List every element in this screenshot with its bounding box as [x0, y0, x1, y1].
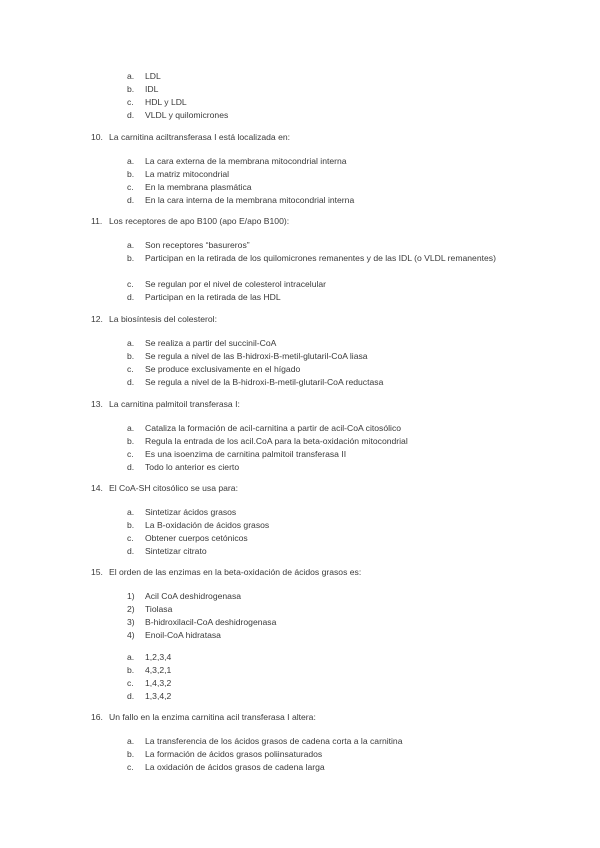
option-text: Participan en la retirada de los quilomicrones remanentes y de las IDL (o VLDL remanentes) [145, 253, 496, 263]
option-text: Se regulan por el nivel de colesterol intracelular [145, 279, 327, 289]
option-marker: d. [127, 462, 135, 472]
question [91, 215, 289, 228]
list-item [127, 155, 347, 168]
list-item [127, 278, 326, 291]
list-item [127, 337, 276, 350]
question-text: El CoA-SH citosólico se usa para: [109, 483, 238, 493]
option-text: Obtener cuerpos cetónicos [145, 533, 248, 543]
list-item [127, 761, 325, 774]
list-item [127, 519, 269, 532]
option-text: LDL [145, 71, 161, 81]
option-marker: d. [127, 377, 135, 387]
list-item [127, 590, 241, 603]
option-text: Participan en la retirada de las HDL [145, 292, 281, 302]
list-item [127, 435, 408, 448]
question-number: 15. [91, 567, 103, 577]
option-text: Regula la entrada de los acil.CoA para la beta-oxidación mitocondrial [145, 436, 408, 446]
step-text: Acil CoA deshidrogenasa [145, 591, 242, 601]
option-text: 1,2,3,4 [145, 652, 172, 662]
option-text: La transferencia de los ácidos grasos de cadena corta a la carnitina [145, 736, 403, 746]
list-item [127, 651, 171, 664]
question-text: Los receptores de apo B100 (apo E/apo B100): [109, 216, 290, 226]
option-marker: c. [127, 762, 134, 772]
option-text: 4,3,2,1 [145, 665, 172, 675]
list-item [127, 70, 161, 83]
option-marker: d. [127, 110, 135, 120]
list-item [127, 181, 252, 194]
option-marker: c. [127, 182, 134, 192]
list-item [127, 664, 171, 677]
option-text: HDL y LDL [145, 97, 187, 107]
option-marker: a. [127, 240, 135, 250]
list-item [127, 677, 171, 690]
option-text: Se produce exclusivamente en el hígado [145, 364, 301, 374]
list-item [127, 350, 368, 363]
list-item [127, 616, 276, 629]
list-item [127, 545, 207, 558]
option-text: La matriz mitocondrial [145, 169, 230, 179]
option-text: En la membrana plasmática [145, 182, 252, 192]
question [91, 711, 316, 724]
option-text: IDL [145, 84, 159, 94]
option-marker: b. [127, 520, 135, 530]
list-item [127, 168, 229, 181]
option-text: Todo lo anterior es cierto [145, 462, 240, 472]
option-marker: d. [127, 546, 135, 556]
question [91, 398, 240, 411]
question [91, 566, 361, 579]
list-item [127, 83, 158, 96]
option-text: La oxidación de ácidos grasos de cadena larga [145, 762, 325, 772]
list-item [127, 194, 354, 207]
question-text: Un fallo en la enzima carnitina acil transferasa I altera: [109, 712, 316, 722]
option-marker: b. [127, 84, 135, 94]
option-marker: a. [127, 71, 135, 81]
option-text: Sintetizar citrato [145, 546, 207, 556]
option-text: Se regula a nivel de la B-hidroxi-B-metil-glutaril-CoA reductasa [145, 377, 384, 387]
option-text: La cara externa de la membrana mitocondrial interna [145, 156, 347, 166]
option-marker: b. [127, 169, 135, 179]
list-item [127, 735, 403, 748]
list-item [127, 532, 248, 545]
question [91, 131, 290, 144]
question [91, 482, 238, 495]
option-marker: a. [127, 507, 135, 517]
question-number: 13. [91, 399, 103, 409]
question-text: El orden de las enzimas en la beta-oxidación de ácidos grasos es: [109, 567, 362, 577]
step-text: B-hidroxilacil-CoA deshidrogenasa [145, 617, 277, 627]
question-number: 14. [91, 483, 103, 493]
option-text: Se realiza a partir del succinil-CoA [145, 338, 277, 348]
question-text: La carnitina aciltransferasa I está localizada en: [109, 132, 291, 142]
option-marker: c. [127, 364, 134, 374]
option-marker: a. [127, 338, 135, 348]
option-marker: b. [127, 253, 135, 263]
option-text: Son receptores “basureros” [145, 240, 250, 250]
list-item [127, 239, 250, 252]
option-marker: c. [127, 279, 134, 289]
option-text: La B-oxidación de ácidos grasos [145, 520, 270, 530]
step-marker: 2) [127, 604, 135, 614]
question-number: 12. [91, 314, 103, 324]
option-marker: b. [127, 665, 135, 675]
option-marker: d. [127, 195, 135, 205]
option-text: VLDL y quilomicrones [145, 110, 229, 120]
option-text: 1,3,4,2 [145, 691, 172, 701]
option-marker: a. [127, 423, 135, 433]
list-item [127, 748, 322, 761]
list-item [127, 252, 525, 278]
option-text: Se regula a nivel de las B-hidroxi-B-metil-glutaril-CoA liasa [145, 351, 368, 361]
list-item [127, 629, 221, 642]
option-marker: b. [127, 436, 135, 446]
list-item [127, 461, 239, 474]
list-item [127, 603, 172, 616]
option-marker: b. [127, 749, 135, 759]
list-item [127, 506, 236, 519]
list-item [127, 291, 281, 304]
option-text: En la cara interna de la membrana mitocondrial interna [145, 195, 355, 205]
option-marker: d. [127, 292, 135, 302]
question-text: La biosíntesis del colesterol: [109, 314, 217, 324]
question-number: 16. [91, 712, 103, 722]
list-item [127, 422, 401, 435]
option-marker: c. [127, 533, 134, 543]
question [91, 313, 217, 326]
option-marker: a. [127, 156, 135, 166]
step-marker: 4) [127, 630, 135, 640]
option-marker: a. [127, 736, 135, 746]
option-text: 1,4,3,2 [145, 678, 172, 688]
list-item [127, 448, 346, 461]
option-text: Cataliza la formación de acil-carnitina a partir de acil-CoA citosólico [145, 423, 402, 433]
option-marker: c. [127, 97, 134, 107]
option-text: Sintetizar ácidos grasos [145, 507, 237, 517]
step-marker: 1) [127, 591, 135, 601]
option-marker: c. [127, 678, 134, 688]
option-marker: a. [127, 652, 135, 662]
question-number: 10. [91, 132, 103, 142]
option-text: Es una isoenzima de carnitina palmitoil transferasa II [145, 449, 347, 459]
step-text: Tiolasa [145, 604, 173, 614]
list-item [127, 109, 228, 122]
option-marker: b. [127, 351, 135, 361]
list-item [127, 690, 171, 703]
step-text: Enoil-CoA hidratasa [145, 630, 221, 640]
question-text: La carnitina palmitoil transferasa I: [109, 399, 240, 409]
question-number: 11. [91, 216, 103, 226]
option-marker: c. [127, 449, 134, 459]
step-marker: 3) [127, 617, 135, 627]
option-text: La formación de ácidos grasos poliinsaturados [145, 749, 323, 759]
list-item [127, 376, 383, 389]
option-marker: d. [127, 691, 135, 701]
list-item [127, 96, 187, 109]
list-item [127, 363, 300, 376]
